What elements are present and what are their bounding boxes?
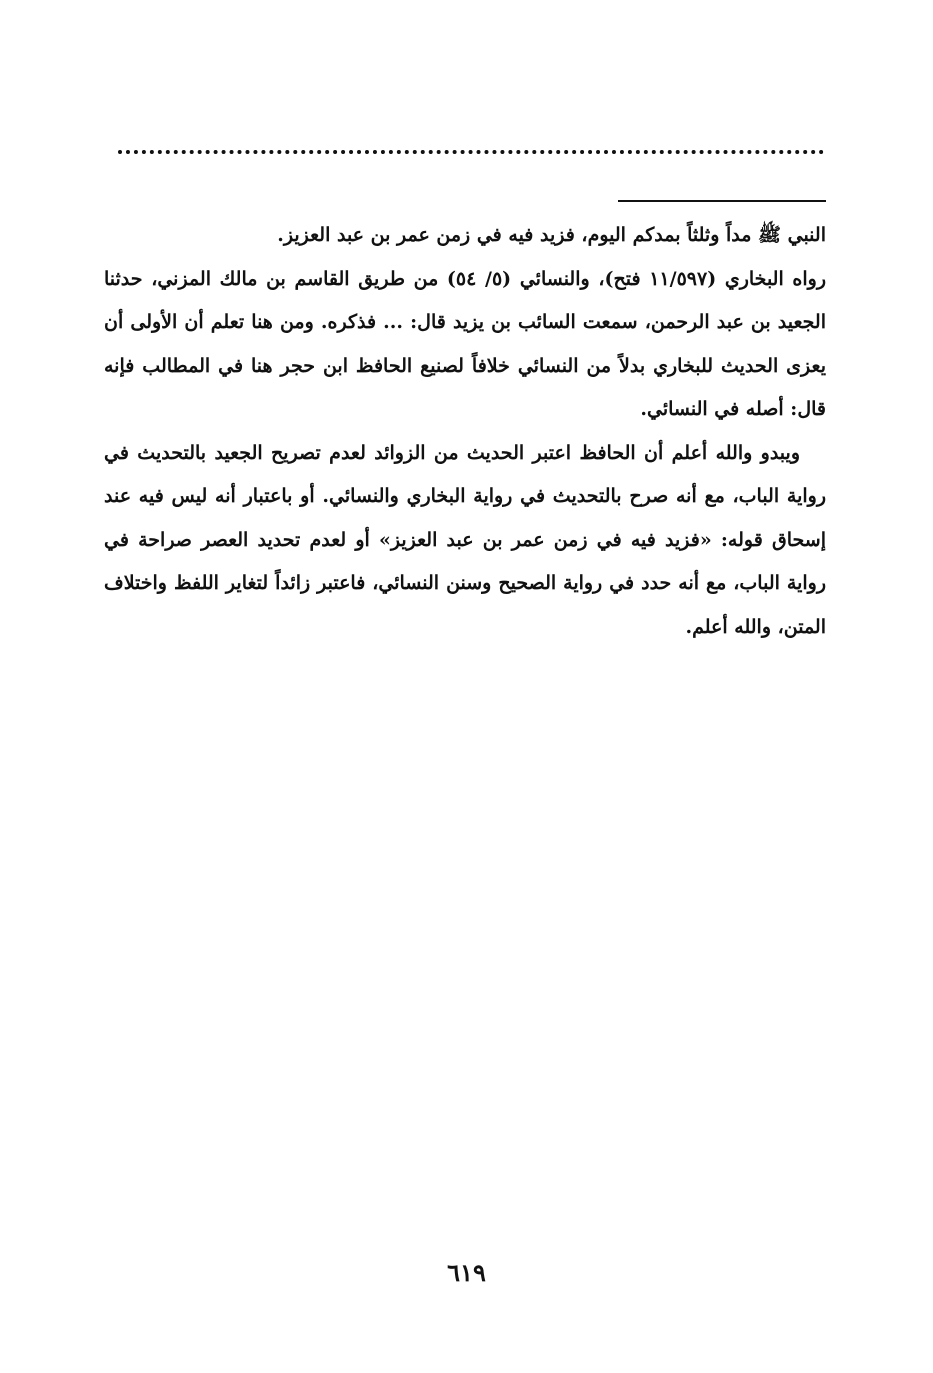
footnote-separator bbox=[618, 200, 826, 202]
footnote-paragraph-commentary: ويبدو والله أعلم أن الحافظ اعتبر الحديث من الزوائد لعدم تصريح الجعيد بالتحديث في رواية الباب، مع أنه صرح بالتحديث في رواية البخاري والنسائي. أو باعتبار أنه ليس فيه عند إسحاق قوله: «فزيد فيه في زمن عمر بن عبد العزيز» أو لعدم تحديد العصر صراحة في رواية الباب، مع أنه حدد في رواية الصحيح وسنن النسائي، فاعتبر زائداً لتغاير اللفظ واختلاف المتن، والله أعلم. bbox=[104, 441, 826, 638]
page-number: ٦١٩ bbox=[447, 1258, 486, 1287]
footnote-paragraph-continuation: النبي ﷺ مداً وثلثاً بمدكم اليوم، فزيد فيه في زمن عمر بن عبد العزيز. bbox=[277, 224, 826, 246]
footnote-paragraph-takhrij: رواه البخاري (١١/٥٩٧ فتح)، والنسائي (٥/ ٥٤) من طريق القاسم بن مالك المزني، حدثنا الجعيد بن عبد الرحمن، سمعت السائب بن يزيد قال: ... فذكره. ومن هنا تعلم أن الأولى أن يعزى الحديث للبخاري بدلاً من النسائي خلافاً لصنيع الحافظ ابن حجر هنا في المطالب فإنه قال: أصله في النسائي. bbox=[104, 267, 826, 420]
dotted-separator bbox=[118, 150, 824, 154]
footnote-block bbox=[104, 214, 826, 649]
